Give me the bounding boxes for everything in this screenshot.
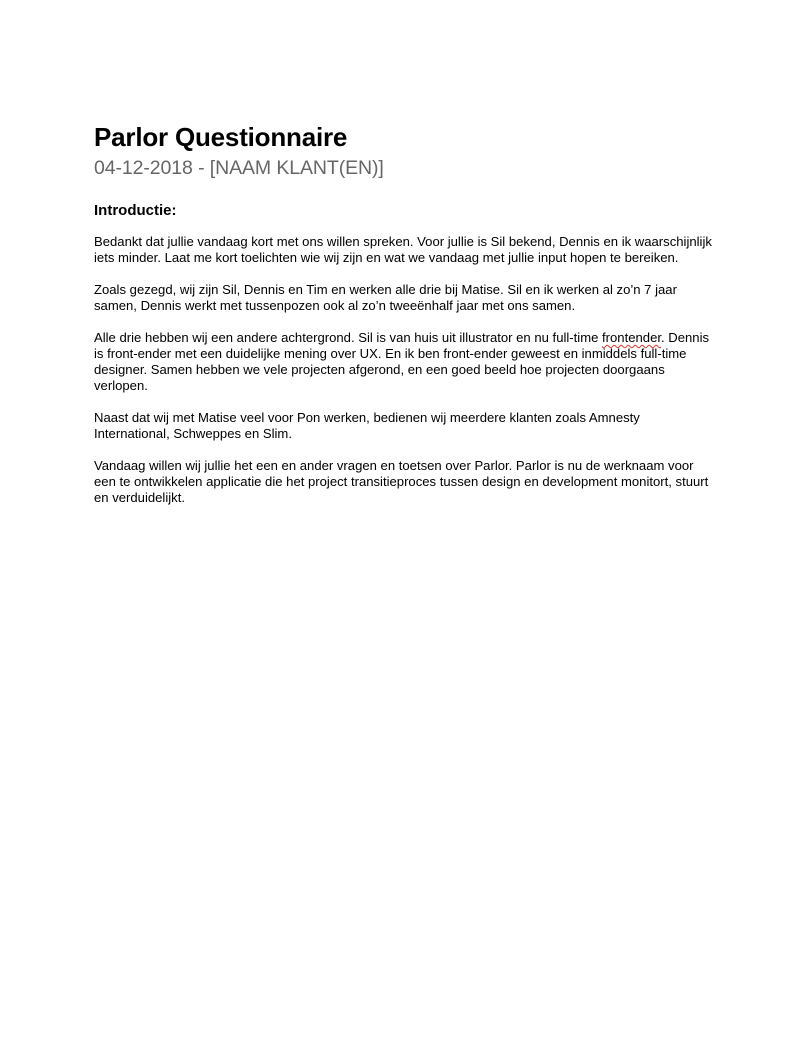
paragraph-1: Bedankt dat jullie vandaag kort met ons willen spreken. Voor jullie is Sil bekend, Dennis en ik waarschijnlijk iets minder. Laat me kort toelichten wie wij zijn en wat we vandaag met jullie input hopen te bereiken. bbox=[94, 234, 712, 265]
document-page bbox=[94, 120, 714, 506]
paragraph-3-text-before: Alle drie hebben wij een andere achtergrond. Sil is van huis uit illustrator en nu full-time bbox=[94, 330, 603, 345]
paragraph-2: Zoals gezegd, wij zijn Sil, Dennis en Tim en werken alle drie bij Matise. Sil en ik werken al zo’n 7 jaar samen, Dennis werkt met tussenpozen ook al zo’n tweeënhalf jaar met ons samen. bbox=[94, 282, 677, 313]
paragraph-4: Naast dat wij met Matise veel voor Pon werken, bedienen wij meerdere klanten zoals Amnesty International, Schweppes en Slim. bbox=[94, 410, 640, 441]
paragraph-3-text-after: . Dennis is front-ender met een duidelijke mening over UX. En ik ben front-ender geweest en inmiddels full-time designer. Samen hebben we vele projecten afgerond, en een goed beeld hoe projecten doorgaans verlopen. bbox=[94, 330, 710, 393]
document-subtitle: 04-12-2018 - [NAAM KLANT(EN)] bbox=[94, 157, 384, 179]
paragraph-5: Vandaag willen wij jullie het een en ander vragen en toetsen over Parlor. Parlor is nu de werknaam voor een te ontwikkelen applicatie die het project transitieproces tussen design en development monitort, stuurt en verduidelijkt. bbox=[94, 458, 709, 505]
spellcheck-flagged-word[interactable]: frontender bbox=[602, 330, 661, 345]
paragraph-3 bbox=[94, 330, 714, 394]
document-title: Parlor Questionnaire bbox=[94, 122, 348, 152]
section-heading-introductie: Introductie: bbox=[94, 202, 177, 219]
